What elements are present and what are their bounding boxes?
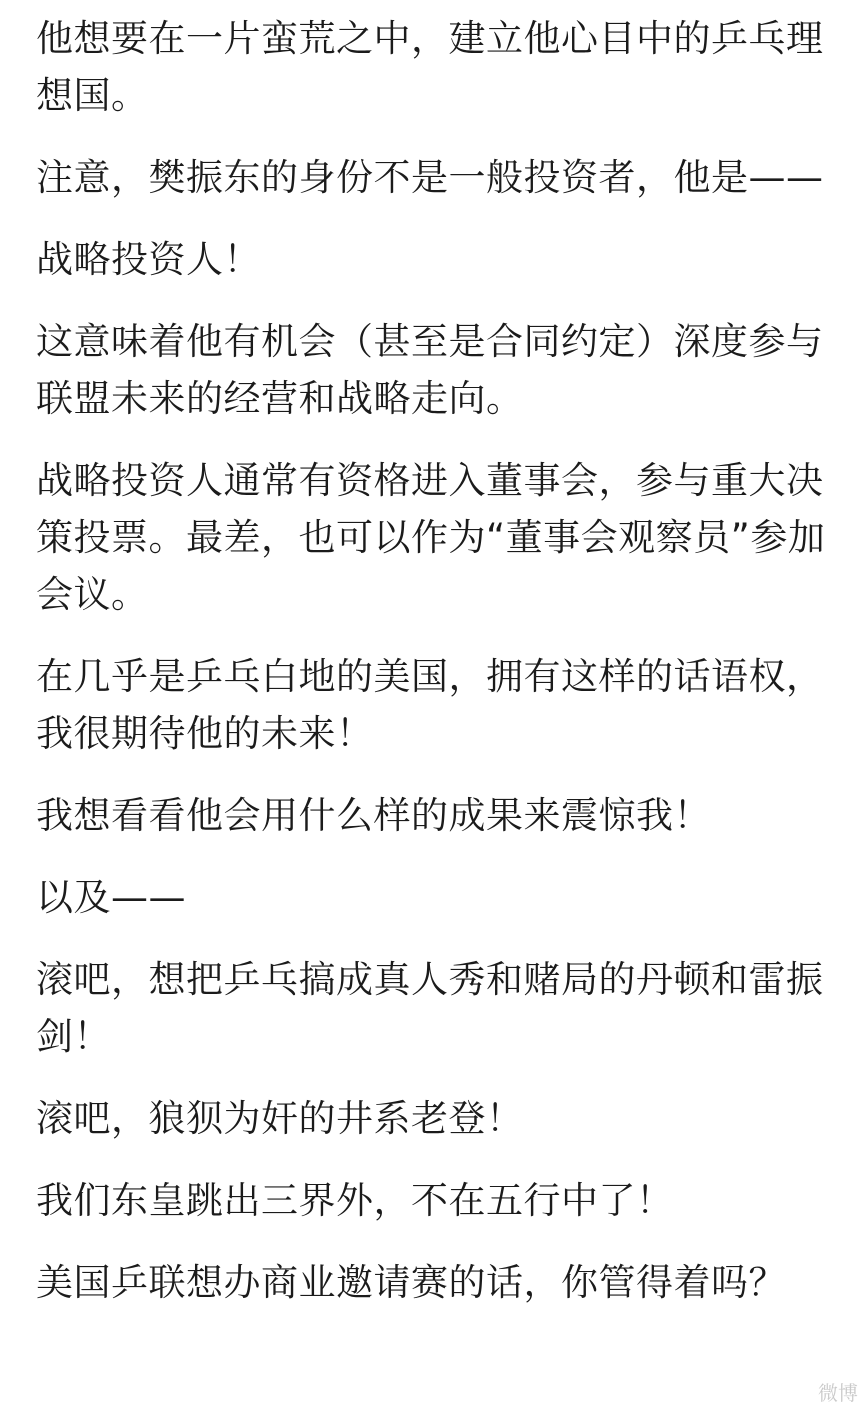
paragraph-11: 我们东皇跳出三界外，不在五行中了！: [36, 1179, 674, 1222]
paragraph-10: 滚吧，狼狈为奸的井系老登！: [36, 1097, 524, 1140]
paragraph-2: 注意，樊振东的身份不是一般投资者，他是——: [36, 156, 824, 199]
paragraph-5: 战略投资人通常有资格进入董事会，参与重大决策投票。最差，也可以作为“董事会观察员”参加会议。: [36, 459, 826, 616]
watermark-logo: 微博: [818, 1381, 858, 1405]
paragraph-8: 以及——: [36, 876, 186, 919]
paragraph-7: 我想看看他会用什么样的成果来震惊我！: [36, 794, 711, 837]
paragraph-3: 战略投资人！: [36, 238, 261, 281]
paragraph-9: 滚吧，想把乒乓搞成真人秀和赌局的丹顿和雷振剑！: [36, 958, 824, 1058]
paragraph-4: 这意味着他有机会（甚至是合同约定）深度参与联盟未来的经营和战略走向。: [36, 320, 824, 420]
article-body: [36, 10, 836, 1336]
paragraph-12: 美国乒联想办商业邀请赛的话，你管得着吗？: [36, 1261, 786, 1304]
paragraph-6: 在几乎是乒乓白地的美国，拥有这样的话语权，我很期待他的未来！: [36, 655, 824, 755]
paragraph-1: 他想要在一片蛮荒之中，建立他心目中的乒乓理想国。: [36, 17, 824, 117]
